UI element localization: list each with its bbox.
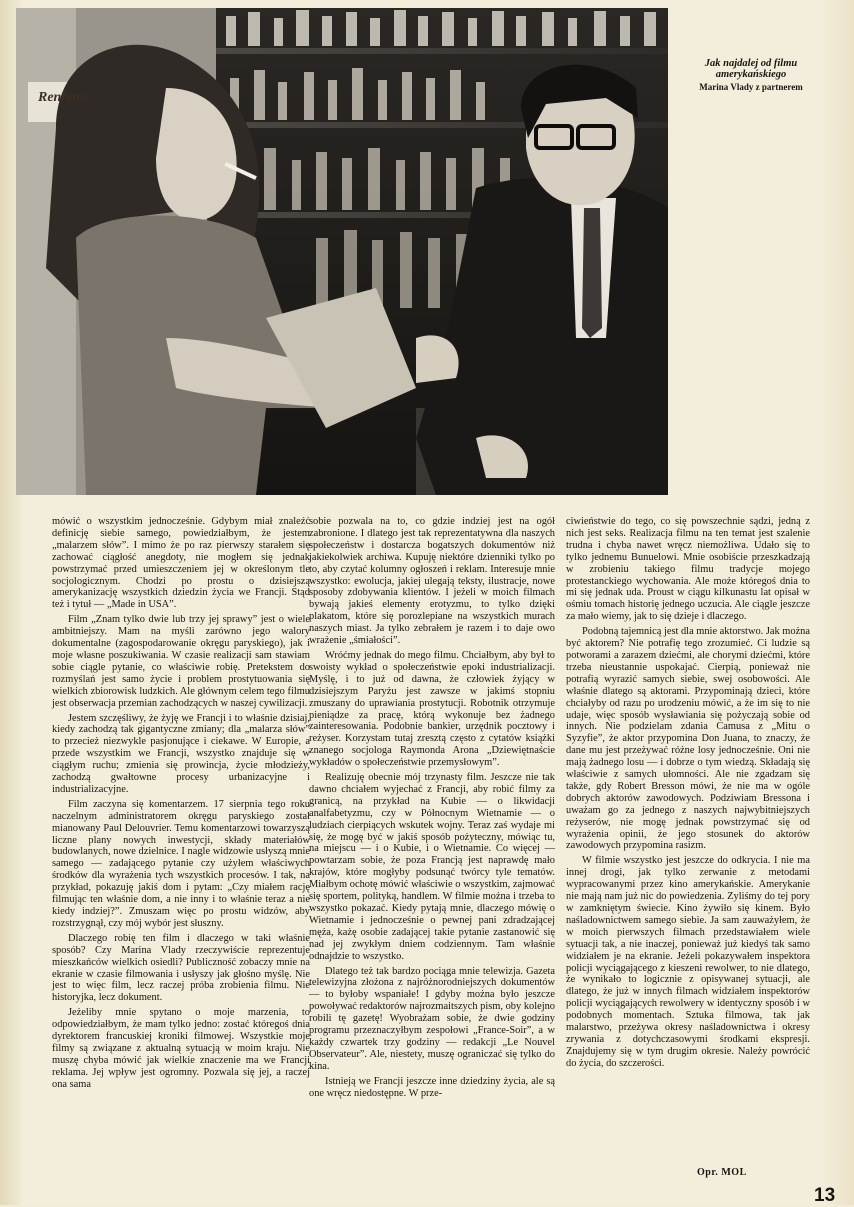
photo-illustration [16, 8, 668, 495]
caption-title: Jak najdalej od filmu amerykańskiego [704, 58, 798, 80]
paragraph: Istnieją we Francji jeszcze inne dziedziny życia, ale są one wręcz niedostępne. W prze- [309, 1075, 555, 1099]
paragraph: Film „Znam tylko dwie lub trzy jej sprawy” jest o wiele ambitniejszy. Mam na myśli zarówno jego walory dokumentalne (zagospodarowanie okręgu paryskiego), jak i moje własne poszukiwania. W czasie realizacji sam stawiam sobie ciągle pytanie, co właściwie robię. Pretekstem do rozmyślań jest samo życie i problem prostytuowania się wielkich zbiorowisk ludzkich. Ale głównym celem tego filmu jest obserwacja przemian zachodzących w naszej cywilizacji. [52, 614, 310, 709]
paragraph: Wróćmy jednak do mego filmu. Chciałbym, aby był to swoisty wykład o społeczeństwie epoki industrializacji. Myślę, i to już od dawna, że człowiek żyjący w dzisiejszym Paryżu jest zawsze w jakimś stopniu zmuszany do uprawiania prostytucji. Robotnik otrzymuje pieniądze za pracę, którą wykonuje bez żadnego zainteresowania. Podobnie bankier, urzędnik pocztowy i reżyser. Korzystam tutaj zresztą często z cytatów książki znanego socjologa Raymonda Arona „Dziewiętnaście wykładów o społeczeństwie przemysłowym”. [309, 649, 555, 769]
author-signature: Opr. MOL [697, 1167, 747, 1178]
film-still-photo [16, 8, 668, 495]
text-column-2 [309, 516, 555, 1100]
paragraph: W filmie wszystko jest jeszcze do odkrycia. I nie ma innej drogi, jak tylko zerwanie z metodami wypracowanymi przez kino amerykańskie. Amerykanie nie mają nam już nic do powiedzenia. Zyliśmy do tej pory w zamkniętym świecie. Kino żywiło się kinem. Było naśladownictwem samego siebie. Ja sam zauważyłem, że w moich pierwszych filmach przedstawiałem wiele sytuacji tak, a nie inaczej, ponieważ już kiedyś tak samo widziałem je na ekranie. Jeżeli pokazywałem inspektora policji wyciągającego z kieszeni rewolwer, to nie dlatego, że wynikało to logicznie z opisywanej sytuacji, ale dlatego, że już w innych filmach widziałem inspektorów policji wyciągających rewolwery w identyczny sposób i w podobnych momentach. Sztuka filmowa, tak jak malarstwo, przeżywa okresy naśladownictwa i okresy zrywania z dotychczasowymi środkami ekspresji. Znajdujemy się w tym drugim okresie. Należy powrócić do życia, do szczerości. [566, 855, 810, 1069]
paragraph: mówić o wszystkim jednocześnie. Gdybym miał znaleźć definicję siebie samego, powiedziałbym, że jestem „malarzem słów”. I mimo że po raz pierwszy starałem się zachować ciągłość anegdoty, nie mogłem się jednak powstrzymać przed umieszczeniem jej w określonym tle socjologicznym. Chodzi po prostu o dzisiejszą amerykanizację wszystkich dziedzin życia we Francji. Stąd też i tytuł — „Made in USA”. [52, 516, 310, 611]
paragraph: Jestem szczęśliwy, że żyję we Francji i to właśnie dzisiaj, kiedy zachodzą tak gigantyczne zmiany; dla „malarza słów” to przecież niezwykle pasjonujące i ciekawe. W Europie, a przede wszystkim we Francji, wszystko znajduje się w ciągłym ruchu; zmienia się prowincja, życie młodzieży, zachodzą gwałtowne procesy urbanizacyjne i industrializacyjne. [52, 712, 310, 795]
paragraph: Film zaczyna się komentarzem. 17 sierpnia tego roku naczelnym administratorem okręgu paryskiego został mianowany Paul Delouvrier. Temu komentarzowi towarzyszą liczne plany nowych inwestycji, składy materiałów budowlanych, nowe dzielnice. I nagle widzowie usłyszą mnie samego — zadającego pytanie czy użyłem właściwych środków dla wyrażenia tych wszystkich procesów. I tak, na przykład, pokazuję jakiś dom i pytam: „Czy miałem rację filmując ten właśnie dom, a nie inny i to właśnie teraz a nie kiedy indziej?”. Zmuszam więc po prostu widzów, aby rozstrzygnął, czy mój wybór jest słuszny. [52, 798, 310, 929]
photo-caption [676, 58, 826, 93]
paragraph: Jeżeliby mnie spytano o moje marzenia, to odpowiedziałbym, że mam tylko jedno: zostać któregoś dnia dyrektorem francuskiej kroniki filmowej. Wszystkie moje filmy są związane z aktualną sytuacją w moim kraju. Nie muszę chyba mówić jak wielkie znaczenie ma we Francji reklama. Jej wpływ jest ogromny. Pozwala się jej, a raczej ona sama [52, 1007, 310, 1090]
paragraph: sobie pozwala na to, co gdzie indziej jest na ogół zabronione. I dlatego jest tak reprezentatywna dla naszych społeczeństw i dostarcza bogatszych dokumentów niż jakiekolwiek archiwa. Kupuję niektóre dzienniki tylko po to, aby czytać kolumny ogłoszeń i reklam. Interesuje mnie wszystko: ewolucja, jakiej ulegają teksty, ilustracje, nowe sposoby zdobywania klientów. I jeżeli w moich filmach bywają jakieś elementy erotyzmu, to tylko dzięki plakatom, które się porozlepiane na wszystkich murach naszych miast. Ja tylko zebrałem je razem i to daje owo wrażenie „śmiałości”. [309, 516, 555, 647]
text-column-3 [566, 516, 810, 1070]
caption-subtitle: Marina Vlady z partnerem [699, 82, 803, 92]
photo-sign-text: Renhaus [38, 90, 90, 105]
text-column-1 [52, 516, 310, 1091]
paragraph: Dlatego też tak bardzo pociąga mnie telewizja. Gazeta telewizyjna złożona z najróżnorodniejszych dokumentów — to byłoby wspaniałe! I gdyby można było jeszcze powoływać redaktorów najrozmaitszych pism, oby kolejno robili tę gazetę! Wyobrażam sobie, że dwie godziny programu przeznaczyłbym zespołowi „France-Soir”, a w każdy czwartek trzy godziny — redakcji „Le Nouvel Observateur”. Ale, niestety, muszę ograniczać się tylko do kina. [309, 965, 555, 1072]
paragraph: ciwieństwie do tego, co się powszechnie sądzi, jedną z nich jest seks. Realizacja filmu na ten temat jest szalenie trudna i chyba nawet wręcz niemożliwa. Udało się to tylko jednemu Bunuelowi. Mnie osobiście przeszkadzają w zrobieniu takiego filmu tradycje mojego protestanckiego wychowania. Ale może któregoś dnia to mi się jednak uda. Proust w ciągu kilkunastu lat opisał w ośmiu tomach historię jednego uczucia. Ale ciągle jeszcze za mało wiemy, jak to się dzieje i dlaczego. [566, 516, 810, 623]
paragraph: Podobną tajemnicą jest dla mnie aktorstwo. Jak można być aktorem? Nie potrafię tego zrozumieć. Ci ludzie są potworami a zarazem dziećmi, ale chorymi dziećmi, które trzeba nieustannie uspokajać. Cierpią, ponieważ nie potrafią wyrazić samych siebie, swej osobowości. Ale właśnie dlatego są aktorami. Przypominają dzieci, które chciałyby od razu po urodzeniu mówić, a że im się to nie udaje, więc sposób wysławiania się pożyczają sobie od innych. Nie podzielam zdania Camusa z „Mitu o Syzyfie”, że aktor przypomina Don Juana, to znaczy, że dane mu jest przeżywać różne losy jednocześnie. Oni nie mają żadnego losu — i dobrze o tym wiedzą. Składają się właściwie z samych ułomności. Ale nie zgadzam się także, gdy Robert Bresson mówi, że nie ma w ogóle dobrych aktorów zawodowych. Podziwiam Bressona i uważam go za jednego z naszych najwybitniejszych reżyserów, nie mogę jednak powstrzymać się od wyrażenia opinii, że jego stosunek do aktorów zawodowych przypomina rasizm. [566, 626, 810, 852]
page-number: 13 [814, 1185, 836, 1206]
paragraph: Realizuję obecnie mój trzynasty film. Jeszcze nie tak dawno chciałem wyjechać z Francji, aby robić filmy za granicą, na przykład na Kubie — o likwidacji analfabetyzmu, czy w Północnym Wietnamie — o ludziach cierpiących wskutek wojny. Teraz zaś wydaje mi się, że mogę być w jakiś sposób pożyteczny, mówiąc tu, na miejscu — i o Kubie, i o Wietnamie. Co więcej — powtarzam sobie, że poza Francją jest naprawdę mało krajów, które mogłyby podsunąć twórcy tyle tematów. Miałbym ochotę mówić właściwie o wszystkim, zajmować się sportem, polityką, handlem. W filmie można i trzeba to wszystko pokazać. Kiedy pytają mnie, dlaczego mówię o Wietnamie i jednocześnie o pewnej pani zdradzającej męża, każę osobie zadającej takie pytanie zastanowić się nad jej zwykłym dniem codziennym. Tam właśnie odnajdzie to wszystko. [309, 772, 555, 962]
paragraph: Dlaczego robię ten film i dlaczego w taki właśnie sposób? Czy Marina Vlady rzeczywiście reprezentuje mieszkańców wielkich osiedli? Publiczność zobaczy mnie na ekranie w czasie filmowania i usłyszy jak głośno myślę. Nie jest to więc film, lecz raczej próba zrobienia filmu. Nie historyjka, lecz dokument. [52, 932, 310, 1004]
